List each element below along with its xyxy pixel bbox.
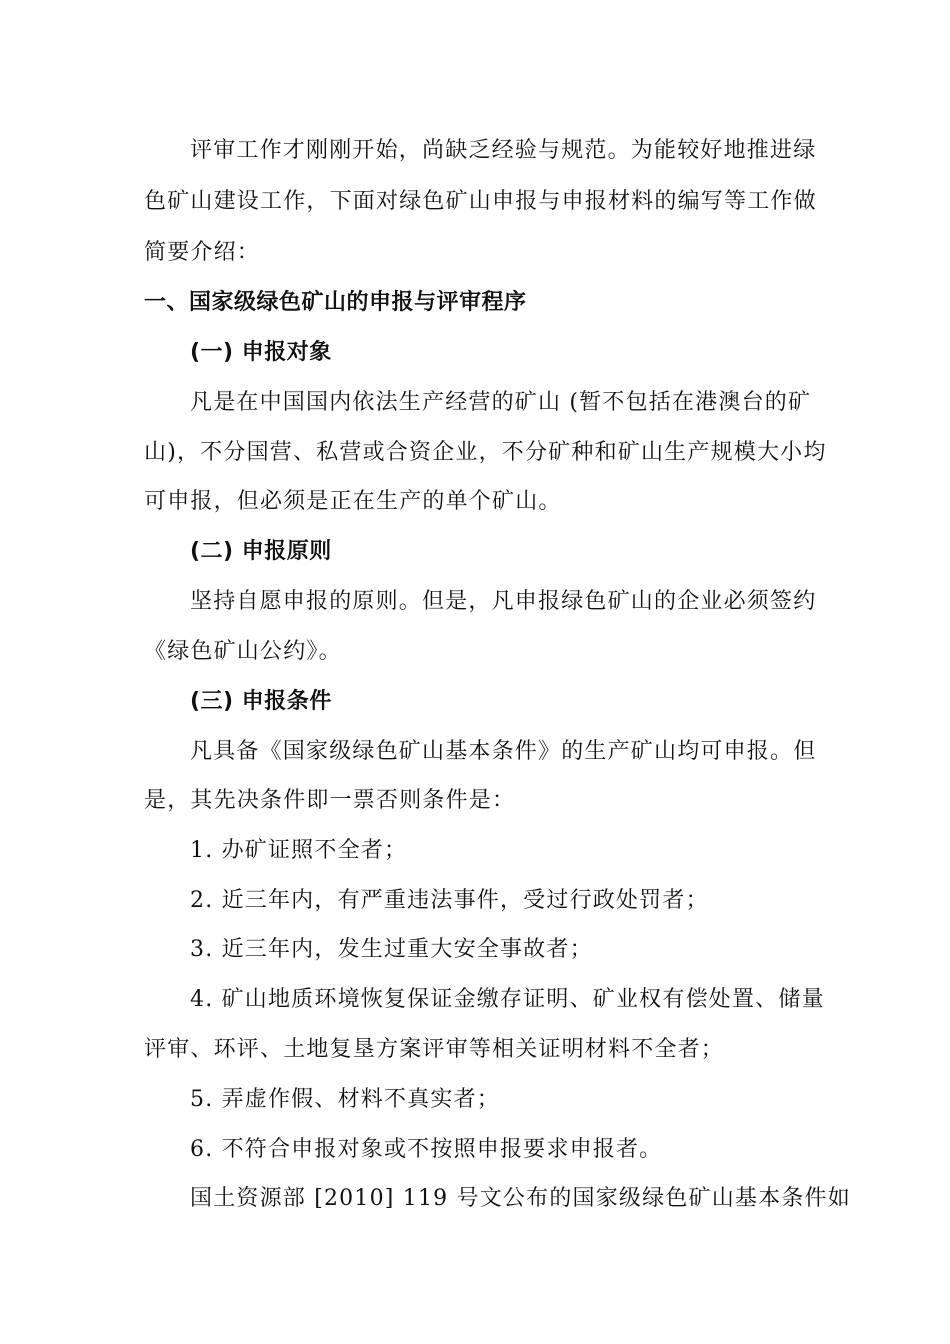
subsection-heading: (一) 申报对象	[190, 340, 332, 365]
paragraph-line: 简要介绍：	[144, 240, 261, 265]
list-item: 6. 不符合申报对象或不按照申报要求申报者。	[190, 1137, 663, 1162]
paragraph-line: 凡是在中国国内依法生产经营的矿山 (暂不包括在港澳台的矿	[190, 390, 812, 415]
list-item: 2. 近三年内，有严重违法事件，受过行政处罚者；	[190, 888, 709, 913]
paragraph-line: 评审工作才刚刚开始，尚缺乏经验与规范。为能较好地推进绿	[190, 138, 817, 163]
subsection-heading: (二) 申报原则	[190, 539, 332, 564]
paragraph-line: 可申报，但必须是正在生产的单个矿山。	[144, 489, 562, 514]
paragraph-line: 凡具备《国家级绿色矿山基本条件》的生产矿山均可申报。但	[190, 739, 817, 764]
section-heading: 一、国家级绿色矿山的申报与评审程序	[144, 290, 527, 315]
list-item: 4. 矿山地质环境恢复保证金缴存证明、矿业权有偿处置、储量	[190, 987, 825, 1012]
paragraph-line: 国土资源部 [2010] 119 号文公布的国家级绿色矿山基本条件如	[190, 1186, 851, 1211]
list-item: 3. 近三年内，发生过重大安全事故者；	[190, 937, 593, 962]
list-item: 5. 弄虚作假、材料不真实者；	[190, 1087, 500, 1112]
subsection-heading: (三) 申报条件	[190, 689, 332, 714]
paragraph-line: 山)，不分国营、私营或合资企业，不分矿种和矿山生产规模大小均	[144, 440, 827, 465]
paragraph-line: 《绿色矿山公约》。	[144, 639, 342, 664]
paragraph-line: 色矿山建设工作，下面对绿色矿山申报与申报材料的编写等工作做	[144, 189, 817, 214]
list-item: 1. 办矿证照不全者；	[190, 838, 408, 863]
paragraph-line: 是，其先决条件即一票否则条件是：	[144, 788, 516, 813]
paragraph-line: 坚持自愿申报的原则。但是，凡申报绿色矿山的企业必须签约	[190, 589, 817, 614]
list-item-continuation: 评审、环评、土地复垦方案评审等相关证明材料不全者；	[144, 1037, 725, 1062]
